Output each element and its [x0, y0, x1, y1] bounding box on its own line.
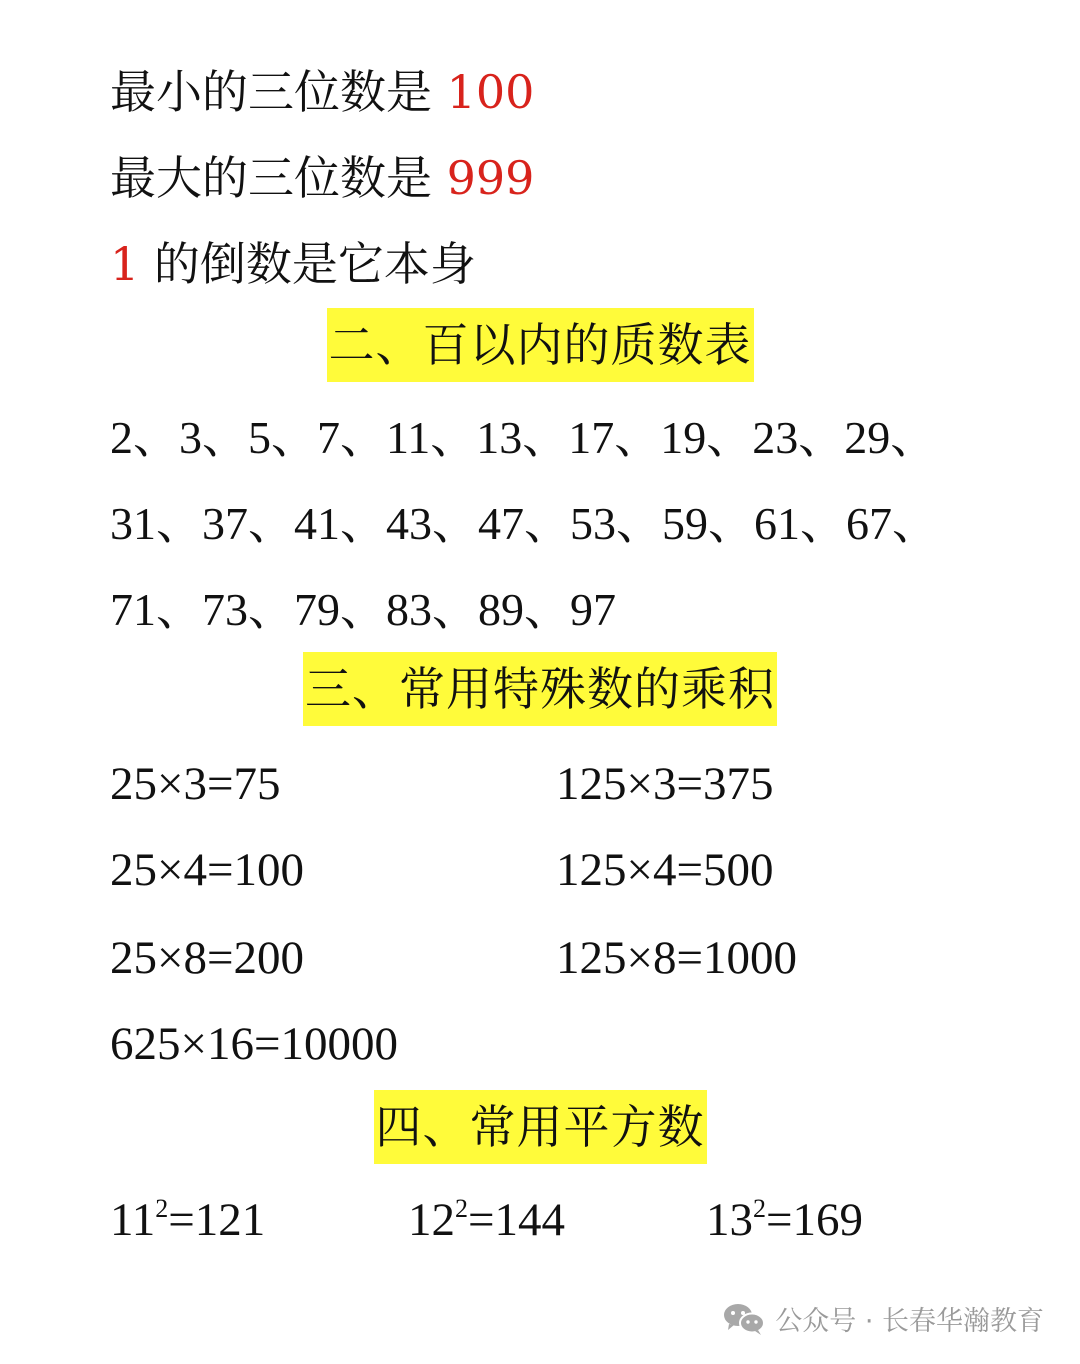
square-result: =144	[468, 1194, 566, 1246]
square-exponent: 2	[155, 1194, 169, 1223]
square-base: 12	[408, 1194, 455, 1246]
statement-smallest-three-digit	[110, 64, 534, 120]
square-13	[706, 1192, 863, 1248]
section-heading-primes	[0, 308, 1080, 382]
footer-watermark	[723, 1299, 1044, 1338]
statement-text: 的倒数是它本身	[139, 237, 476, 291]
primes-row-3: 71、73、79、83、89、97	[110, 584, 616, 635]
primes-row-2: 31、37、41、43、47、53、59、61、67、	[110, 498, 938, 549]
statement-text: 最小的三位数是	[110, 65, 447, 119]
wechat-icon	[723, 1302, 765, 1336]
statement-value: 999	[446, 151, 535, 205]
product-25x8: 25×8=200	[110, 932, 305, 984]
section-heading-squares	[0, 1090, 1080, 1164]
square-base: 13	[706, 1194, 753, 1246]
statement-largest-three-digit	[110, 150, 534, 206]
square-12	[408, 1192, 565, 1248]
heading-products-text: 三、常用特殊数的乘积	[303, 652, 777, 726]
product-125x3: 125×3=375	[556, 758, 774, 810]
statement-text: 最大的三位数是	[110, 151, 447, 205]
product-25x3: 25×3=75	[110, 758, 281, 810]
product-625x16: 625×16=10000	[110, 1018, 399, 1070]
footer-text: 公众号 · 长春华瀚教育	[775, 1306, 1044, 1337]
square-exponent: 2	[753, 1194, 766, 1223]
product-25x4: 25×4=100	[110, 844, 305, 896]
square-11	[110, 1192, 265, 1248]
statement-reciprocal-of-one	[110, 236, 476, 292]
square-result: =169	[766, 1194, 864, 1246]
statement-value: 1	[110, 237, 140, 291]
section-heading-products	[0, 652, 1080, 726]
square-exponent: 2	[455, 1194, 468, 1223]
product-125x4: 125×4=500	[556, 844, 774, 896]
square-base: 11	[110, 1194, 156, 1246]
square-result: =121	[168, 1194, 266, 1246]
heading-primes-text: 二、百以内的质数表	[327, 308, 754, 382]
statement-value: 100	[446, 65, 535, 119]
primes-row-1: 2、3、5、7、11、13、17、19、23、29、	[110, 412, 937, 463]
heading-squares-text: 四、常用平方数	[374, 1090, 707, 1164]
product-125x8: 125×8=1000	[556, 932, 798, 984]
